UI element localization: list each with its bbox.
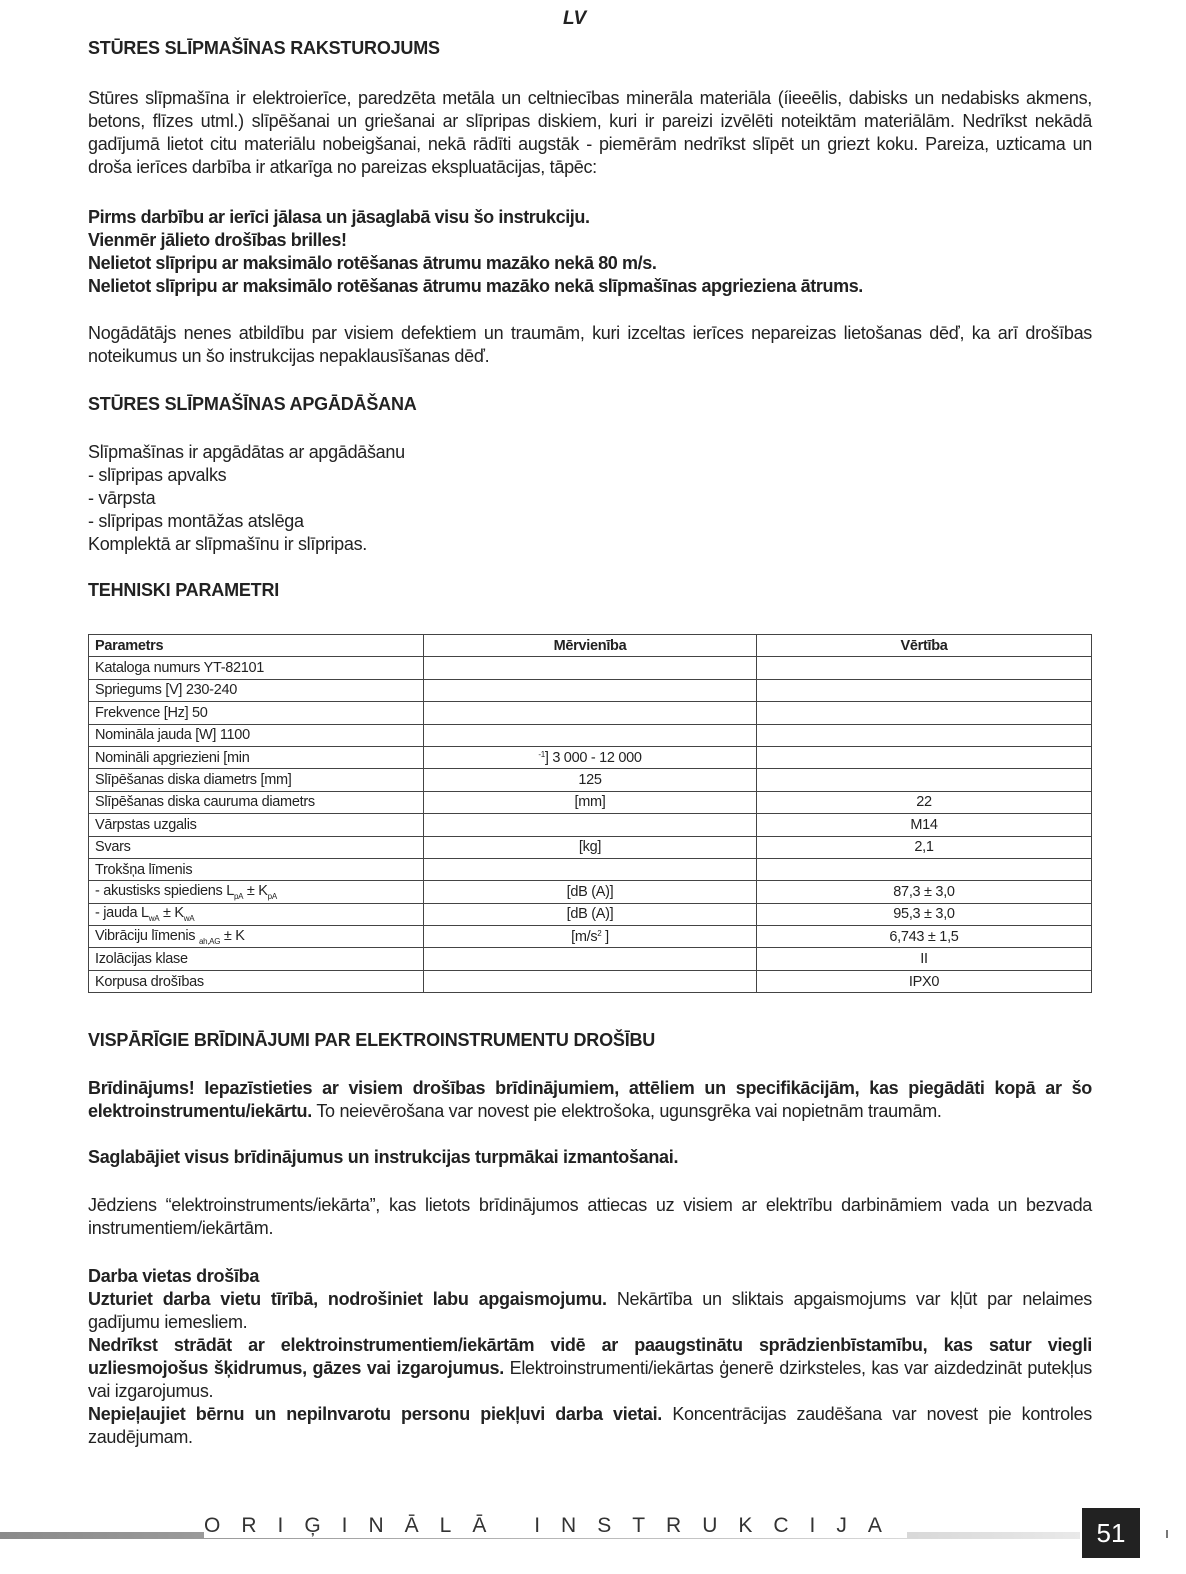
- list-item: Komplektā ar slīpmašīnu ir slīpripas.: [88, 534, 368, 554]
- cell-unit: [424, 657, 757, 679]
- table-row: [89, 926, 1092, 948]
- table-row: [89, 657, 1092, 679]
- cell-value: [757, 769, 1092, 791]
- table-header-row: [89, 635, 1092, 657]
- equipment-list: [88, 441, 1092, 556]
- warning-bold: Brīdinājums! Iepazīstieties ar visiem drošības brīdinājumiem, attēliem un specifikācijām, kas piegādāti kopā ar šo elektroinstrumentu/iekārtu.: [88, 1078, 1092, 1121]
- rule-bold: Nedrīkst strādāt ar elektroinstrumentiem/iekārtām vidē ar paaugstinātu sprādzienbīstamību, kas satur viegli uzliesmojošus šķidrumus, gāzes vai izgarojumus.: [88, 1335, 1092, 1378]
- cell-param: Kataloga numurs YT-82101: [89, 657, 424, 679]
- uncertainty-symbol: ± K: [162, 905, 184, 922]
- rule-normal: Koncentrācijas zaudēšana var novest pie kontroles zaudējumam.: [88, 1404, 1092, 1447]
- param-text: - jauda L: [95, 905, 149, 922]
- cell-param: Nomināli apgriezieni [min: [89, 746, 424, 768]
- table-row: [89, 702, 1092, 724]
- cell-unit: [424, 724, 757, 746]
- subscript: ah,AG: [198, 936, 221, 946]
- cell-param: [89, 903, 424, 925]
- cell-param: Slīpēšanas diska cauruma diametrs: [89, 791, 424, 813]
- disclaimer-paragraph: Nogādātājs nenes atbildību par visiem defektiem un traumām, kuri izceltas ierīces nepareizas lietošanas dēď, ka arī drošības noteikumus un šo instrukcijas nepaklausīšanas dēď.: [88, 323, 1092, 366]
- table-row: [89, 948, 1092, 970]
- table-row: [89, 970, 1092, 992]
- term-definition: Jēdziens “elektroinstruments/iekārta”, kas lietots brīdinājumos attiecas uz visiem ar elektrību darbināmiem vada un bezvada instrumentiem/iekārtām.: [88, 1195, 1092, 1238]
- unit-close: ]: [601, 928, 609, 945]
- rule-paragraph: [88, 1288, 1092, 1334]
- cell-value: [757, 858, 1092, 880]
- cell-unit: [424, 926, 757, 948]
- section-title-technical: TEHNISKI PARAMETRI: [88, 580, 280, 600]
- workplace-safety: [88, 1265, 1092, 1449]
- section-title-general-warnings: VISPĀRĪGIE BRĪDINĀJUMI PAR ELEKTROINSTRUMENTU DROŠĪBU: [88, 1030, 656, 1050]
- cell-unit: [424, 746, 757, 768]
- unit-text: [m/s: [571, 928, 598, 945]
- table-row: [89, 858, 1092, 880]
- cell-value: 87,3 ± 3,0: [757, 881, 1092, 903]
- safety-bold-lines: [88, 206, 1092, 298]
- cell-param: Korpusa drošības: [89, 970, 424, 992]
- cell-unit: 125: [424, 769, 757, 791]
- footer-tick: [1166, 1530, 1168, 1538]
- page-number-badge: 51: [1082, 1508, 1140, 1558]
- bold-line: Nelietot slīpripu ar maksimālo rotēšanas ātrumu mazāko nekā 80 m/s.: [88, 253, 657, 273]
- footer-title: ORIĢINĀLĀ INSTRUKCIJA: [204, 1514, 907, 1538]
- cell-unit: [424, 679, 757, 701]
- cell-value: 6,743 ± 1,5: [757, 926, 1092, 948]
- cell-param: Izolācijas klase: [89, 948, 424, 970]
- cell-param: Frekvence [Hz] 50: [89, 702, 424, 724]
- cell-value: 95,3 ± 3,0: [757, 903, 1092, 925]
- subscript: wA: [148, 914, 160, 924]
- cell-value: [757, 657, 1092, 679]
- header-value: Vērtība: [757, 635, 1092, 657]
- cell-value: 2,1: [757, 836, 1092, 858]
- table-row: [89, 881, 1092, 903]
- uncertainty-symbol: ± K: [223, 927, 245, 944]
- intro-paragraph: Stūres slīpmašīna ir elektroierīce, paredzēta metāla un celtniecības minerāla materiāla (íieeēlis, dabisks un nedabisks akmens, betons, flīzes utml.) slīpēšanai un griešanai ar slīpripas diskiem, kuri ir pareizi izvēlēti noteiktām materiālām. Nedrīkst nekādā gadījumā lietot citu materiālu nobeigšanai, nekā rādīti augstāk - piemērām nedrīkst slīpēt un griezt koku. Pareiza, uzticama un droša ierīces darbība ir atkarīga no pareizas ekspluatācijas, tāpēc:: [88, 88, 1092, 177]
- header-parameter: Parametrs: [89, 635, 424, 657]
- table-row: [89, 791, 1092, 813]
- cell-param: [89, 881, 424, 903]
- header-unit: Mērvienība: [424, 635, 757, 657]
- rule-paragraph: [88, 1403, 1092, 1449]
- cell-value: M14: [757, 814, 1092, 836]
- cell-param: Spriegums [V] 230-240: [89, 679, 424, 701]
- list-item: - vārpsta: [88, 488, 156, 508]
- warning-paragraph: [88, 1077, 1092, 1123]
- list-item: - slīpripas apvalks: [88, 465, 227, 485]
- cell-unit: [mm]: [424, 791, 757, 813]
- table-row: [89, 814, 1092, 836]
- cell-param: Vārpstas uzgalis: [89, 814, 424, 836]
- cell-value: [757, 702, 1092, 724]
- cell-param: Nomināla jauda [W] 1100: [89, 724, 424, 746]
- table-row: [89, 746, 1092, 768]
- language-code: LV: [563, 8, 587, 29]
- cell-unit: [424, 948, 757, 970]
- cell-param: Svars: [89, 836, 424, 858]
- table-row: [89, 724, 1092, 746]
- cell-unit: [424, 970, 757, 992]
- cell-unit: [424, 702, 757, 724]
- cell-unit: [dB (A)]: [424, 881, 757, 903]
- cell-value: [757, 746, 1092, 768]
- cell-value: II: [757, 948, 1092, 970]
- cell-param: Trokšņa līmenis: [89, 858, 424, 880]
- subscript: wA: [183, 914, 195, 924]
- cell-value: [757, 679, 1092, 701]
- bold-line: Vienmēr jālieto drošības brilles!: [88, 230, 347, 250]
- rule-normal: Elektroinstrumenti/iekārtas ģenerē dzirksteles, kas var aizdedzināt putekļus vai izgarojumus.: [88, 1358, 1092, 1401]
- save-instructions: Saglabājiet visus brīdinājumus un instrukcijas turpmākai izmantošanai.: [88, 1147, 679, 1167]
- rule-normal: Nekārtība un sliktais apgaismojums var kļūt par nelaimes gadījumu iemesliem.: [88, 1289, 1092, 1332]
- table-row: [89, 836, 1092, 858]
- subscript: pA: [233, 891, 244, 901]
- list-item: - slīpripas montāžas atslēga: [88, 511, 304, 531]
- cell-param: Slīpēšanas diska diametrs [mm]: [89, 769, 424, 791]
- rpm-value: ] 3 000 - 12 000: [544, 749, 642, 766]
- cell-unit: [424, 814, 757, 836]
- uncertainty-symbol: ± K: [246, 882, 268, 899]
- section-title-characteristics: STŪRES SLĪPMAŠĪNAS RAKSTUROJUMS: [88, 38, 440, 58]
- param-text: Vibrāciju līmenis: [95, 927, 196, 944]
- cell-unit: [dB (A)]: [424, 903, 757, 925]
- unit-exponent: 2: [597, 928, 602, 938]
- list-item: Slīpmašīnas ir apgādātas ar apgādāšanu: [88, 442, 405, 462]
- rule-bold: Nepieļaujiet bērnu un nepilnvarotu personu piekļuvi darba vietai.: [88, 1404, 662, 1424]
- subscript: pA: [267, 891, 277, 901]
- section-title-equipment: STŪRES SLĪPMAŠĪNAS APGĀDĀŠANA: [88, 394, 417, 414]
- cell-value: [757, 724, 1092, 746]
- min-exponent: -1: [538, 749, 545, 759]
- cell-value: 22: [757, 791, 1092, 813]
- param-text: - akustisks spiediens L: [95, 882, 234, 899]
- rule-bold: Uzturiet darba vietu tīrībā, nodrošiniet labu apgaismojumu.: [88, 1289, 607, 1309]
- rule-paragraph: [88, 1334, 1092, 1403]
- cell-unit: [424, 858, 757, 880]
- bold-line: Nelietot slīpripu ar maksimālo rotēšanas ātrumu mazāko nekā slīpmašīnas apgrieziena ātrums.: [88, 276, 863, 296]
- page-footer: [0, 1500, 1186, 1574]
- cell-unit: [kg]: [424, 836, 757, 858]
- cell-value: IPX0: [757, 970, 1092, 992]
- table-row: [89, 679, 1092, 701]
- warning-normal: To neievērošana var novest pie elektrošoka, ugunsgrēka vai nopietnām traumām.: [311, 1101, 942, 1121]
- table-row: [89, 769, 1092, 791]
- cell-param: [89, 926, 424, 948]
- bold-line: Pirms darbību ar ierīci jālasa un jāsaglabā visu šo instrukciju.: [88, 207, 590, 227]
- subsection-title: Darba vietas drošība: [88, 1266, 260, 1286]
- technical-parameters-table: [88, 634, 1092, 993]
- table-row: [89, 903, 1092, 925]
